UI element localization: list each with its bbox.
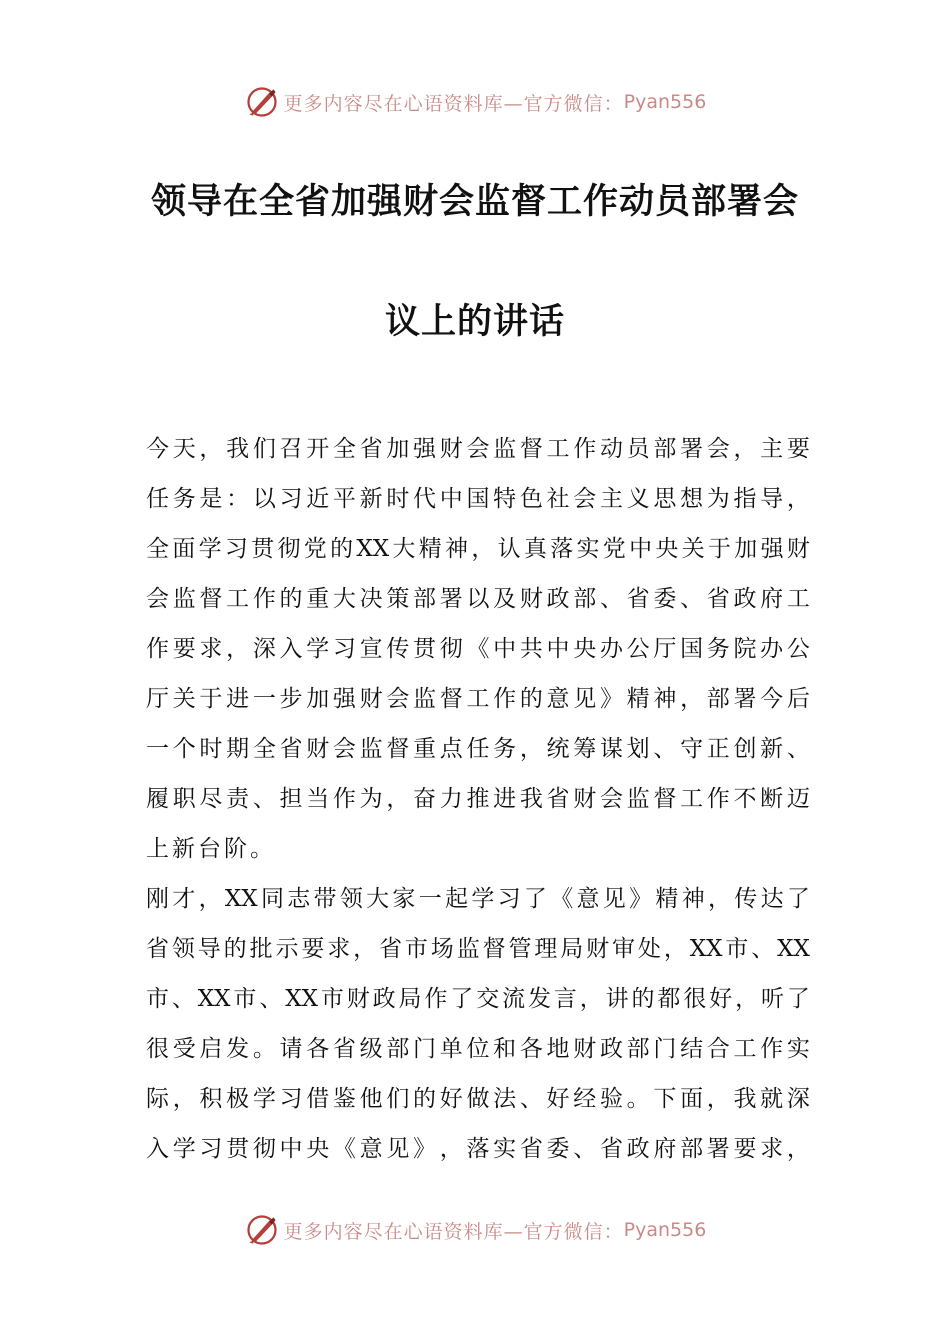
text-line: 很 受 启 发 。 请 各 省 级 部 门 单 位 和 各 地 财 政 部 门 结 合 工 作 实 xyxy=(146,1036,810,1062)
text-line: 刚 才 ， XX 同 志 带 领 大 家 一 起 学 习 了 《 意 见 》 精 神 ， 传 达 了 xyxy=(146,886,810,912)
text-line: 会 监 督 工 作 的 重 大 决 策 部 署 以 及 财 政 部 、 省 委 、 省 政 府 工 xyxy=(146,586,810,612)
banner-wechat-id: Pyan556 xyxy=(623,91,707,113)
pen-logo-icon xyxy=(244,84,280,120)
text-line: 任 务 是 ： 以 习 近 平 新 时 代 中 国 特 色 社 会 主 义 思 想 为 指 导 ， xyxy=(146,486,810,512)
text-line: 厅 关 于 进 一 步 加 强 财 会 监 督 工 作 的 意 见 》 精 神 ， 部 署 今 后 xyxy=(146,686,810,712)
text-line: 作 要 求 ， 深 入 学 习 宣 传 贯 彻 《 中 共 中 央 办 公 厅 国 务 院 办 公 xyxy=(146,636,810,662)
text-line: 省 领 导 的 批 示 要 求 ， 省 市 场 监 督 管 理 局 财 审 处 ， XX 市 、 XX xyxy=(146,936,810,962)
banner-text: 更多内容尽在心语资料库—官方微信： xyxy=(283,92,624,115)
text-line: 上新台阶。 xyxy=(146,836,276,862)
title-line-2: 议上的讲话 xyxy=(384,302,565,342)
header-watermark-banner xyxy=(0,80,950,124)
pen-logo-icon xyxy=(244,1212,280,1248)
text-line: 全 面 学 习 贯 彻 党 的 XX 大 精 神 ， 认 真 落 实 党 中 央 关 于 加 强 财 xyxy=(146,536,810,562)
body-text xyxy=(146,424,810,1174)
footer-watermark-banner xyxy=(0,1208,950,1252)
text-line: 一 个 时 期 全 省 财 会 监 督 重 点 任 务 ， 统 筹 谋 划 、 守 正 创 新 、 xyxy=(146,736,810,762)
banner-text: 更多内容尽在心语资料库—官方微信： xyxy=(283,1220,624,1243)
banner-wechat-id: Pyan556 xyxy=(623,1219,707,1241)
text-line: 履 职 尽 责 、 担 当 作 为 ， 奋 力 推 进 我 省 财 会 监 督 工 作 不 断 迈 xyxy=(146,786,810,812)
text-line: 今 天 ， 我 们 召 开 全 省 加 强 财 会 监 督 工 作 动 员 部 署 会 ， 主 要 xyxy=(146,436,810,462)
text-line: 市 、 XX 市 、 XX 市 财 政 局 作 了 交 流 发 言 ， 讲 的 都 很 好 ， 听 了 xyxy=(146,986,810,1012)
text-line: 际 ， 积 极 学 习 借 鉴 他 们 的 好 做 法 、 好 经 验 。 下 面 ， 我 就 深 xyxy=(146,1086,810,1112)
title-line-1: 领导在全省加强财会监督工作动员部署会 xyxy=(150,182,799,222)
text-line: 入 学 习 贯 彻 中 央 《 意 见 》 ， 落 实 省 委 、 省 政 府 部 署 要 求 ， xyxy=(146,1136,810,1162)
